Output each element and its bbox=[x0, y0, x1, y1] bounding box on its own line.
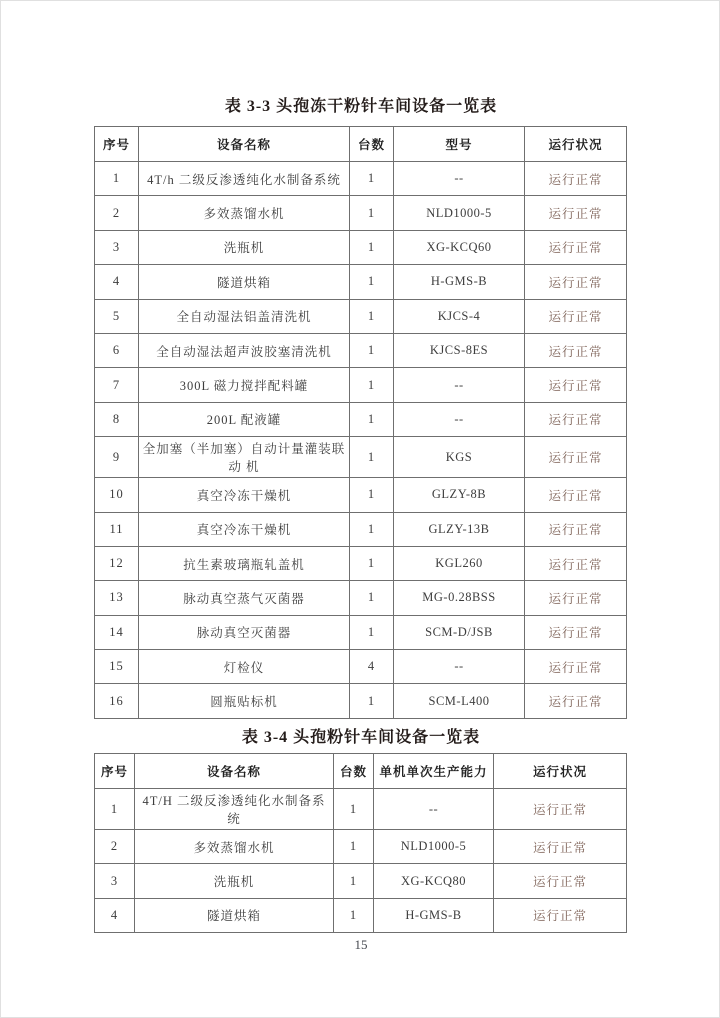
table-cell: 多效蒸馏水机 bbox=[139, 196, 350, 230]
table-cell: 1 bbox=[95, 162, 139, 196]
table-cell: NLD1000-5 bbox=[374, 830, 494, 864]
table-row bbox=[95, 230, 627, 264]
table-row bbox=[95, 898, 627, 932]
table-cell: 1 bbox=[334, 789, 374, 830]
table-cell: 16 bbox=[95, 684, 139, 718]
table-cell: -- bbox=[394, 368, 525, 402]
table-cell: 10 bbox=[95, 478, 139, 512]
table-cell: 脉动真空蒸气灭菌器 bbox=[139, 581, 350, 615]
table-cell: 1 bbox=[350, 684, 394, 718]
table-row bbox=[95, 830, 627, 864]
table-cell: 1 bbox=[350, 478, 394, 512]
page-number: 15 bbox=[354, 937, 368, 952]
table-cell: 4 bbox=[350, 650, 394, 684]
table-cell: KGL260 bbox=[394, 546, 525, 580]
column-header: 单机单次生产能力 bbox=[374, 754, 494, 789]
table-cell: 洗瓶机 bbox=[135, 864, 334, 898]
table-cell: GLZY-13B bbox=[394, 512, 525, 546]
column-header: 序号 bbox=[95, 754, 135, 789]
column-header: 运行状况 bbox=[525, 127, 627, 162]
column-header: 设备名称 bbox=[139, 127, 350, 162]
table-cell: 1 bbox=[350, 581, 394, 615]
table-3-3-title: 表 3-3 头孢冻干粉针车间设备一览表 bbox=[224, 98, 498, 115]
table-cell: 200L 配液罐 bbox=[139, 402, 350, 436]
table-cell: 6 bbox=[95, 333, 139, 367]
table-row bbox=[95, 512, 627, 546]
table-row bbox=[95, 333, 627, 367]
header-row bbox=[95, 127, 627, 162]
table-cell: 1 bbox=[350, 512, 394, 546]
table-cell: 1 bbox=[350, 162, 394, 196]
table-row bbox=[95, 402, 627, 436]
column-header: 台数 bbox=[334, 754, 374, 789]
table-cell: 4T/H 二级反渗透纯化水制备系统 bbox=[135, 789, 334, 830]
table-cell: 圆瓶贴标机 bbox=[139, 684, 350, 718]
table-cell: 1 bbox=[350, 615, 394, 649]
table-cell: 14 bbox=[95, 615, 139, 649]
table-cell: 运行正常 bbox=[525, 333, 627, 367]
table-cell: KGS bbox=[394, 437, 525, 478]
table-cell: 运行正常 bbox=[525, 196, 627, 230]
table-cell: 真空冷冻干燥机 bbox=[139, 478, 350, 512]
table-cell: H-GMS-B bbox=[374, 898, 494, 932]
table-cell: 4 bbox=[95, 898, 135, 932]
table-cell: XG-KCQ60 bbox=[394, 230, 525, 264]
table-cell: 1 bbox=[95, 789, 135, 830]
table-cell: 全加塞（半加塞）自动计量灌装联动 机 bbox=[139, 437, 350, 478]
table-cell: 15 bbox=[95, 650, 139, 684]
table-3-4-title: 表 3-4 头孢粉针车间设备一览表 bbox=[241, 729, 481, 746]
table-cell: 运行正常 bbox=[525, 615, 627, 649]
column-header: 台数 bbox=[350, 127, 394, 162]
table-cell: 3 bbox=[95, 230, 139, 264]
table-cell: 7 bbox=[95, 368, 139, 402]
table-cell: KJCS-4 bbox=[394, 299, 525, 333]
table-row bbox=[95, 615, 627, 649]
table-cell: 300L 磁力搅拌配料罐 bbox=[139, 368, 350, 402]
table-cell: 多效蒸馏水机 bbox=[135, 830, 334, 864]
table-cell: 抗生素玻璃瓶轧盖机 bbox=[139, 546, 350, 580]
table-cell: 运行正常 bbox=[525, 437, 627, 478]
table-cell: 真空冷冻干燥机 bbox=[139, 512, 350, 546]
table-cell: NLD1000-5 bbox=[394, 196, 525, 230]
table-cell: 运行正常 bbox=[494, 898, 627, 932]
table-cell: 运行正常 bbox=[525, 684, 627, 718]
table-cell: 运行正常 bbox=[525, 162, 627, 196]
table-cell: 1 bbox=[334, 864, 374, 898]
table-row bbox=[95, 684, 627, 718]
header-row bbox=[95, 754, 627, 789]
table-cell: 运行正常 bbox=[525, 581, 627, 615]
table-cell: 运行正常 bbox=[525, 546, 627, 580]
table-cell: 1 bbox=[350, 299, 394, 333]
table-cell: 运行正常 bbox=[525, 230, 627, 264]
table-cell: 隧道烘箱 bbox=[139, 265, 350, 299]
table-row bbox=[95, 581, 627, 615]
table-cell: 运行正常 bbox=[494, 864, 627, 898]
table-cell: 2 bbox=[95, 830, 135, 864]
table-cell: 4 bbox=[95, 265, 139, 299]
table-cell: 1 bbox=[350, 437, 394, 478]
table-row bbox=[95, 478, 627, 512]
table-cell: 5 bbox=[95, 299, 139, 333]
table-row bbox=[95, 299, 627, 333]
table-cell: 运行正常 bbox=[525, 478, 627, 512]
table-cell: 1 bbox=[334, 898, 374, 932]
table-cell: 运行正常 bbox=[525, 650, 627, 684]
table-cell: XG-KCQ80 bbox=[374, 864, 494, 898]
table-cell: -- bbox=[394, 402, 525, 436]
table-cell: 2 bbox=[95, 196, 139, 230]
table-cell: 隧道烘箱 bbox=[135, 898, 334, 932]
table-cell: 运行正常 bbox=[525, 512, 627, 546]
table-cell: KJCS-8ES bbox=[394, 333, 525, 367]
equipment-table-3-4 bbox=[94, 753, 627, 933]
table-cell: 1 bbox=[334, 830, 374, 864]
table-cell: 全自动湿法铝盖清洗机 bbox=[139, 299, 350, 333]
table-cell: 9 bbox=[95, 437, 139, 478]
table-cell: 1 bbox=[350, 368, 394, 402]
table-row bbox=[95, 650, 627, 684]
table-cell: 全自动湿法超声波胶塞清洗机 bbox=[139, 333, 350, 367]
table-cell: 1 bbox=[350, 402, 394, 436]
table-cell: 运行正常 bbox=[494, 830, 627, 864]
column-header: 运行状况 bbox=[494, 754, 627, 789]
table-row bbox=[95, 265, 627, 299]
table-row bbox=[95, 864, 627, 898]
table-cell: SCM-L400 bbox=[394, 684, 525, 718]
table-cell: 运行正常 bbox=[525, 368, 627, 402]
table-cell: SCM-D/JSB bbox=[394, 615, 525, 649]
table-cell: 1 bbox=[350, 265, 394, 299]
table-cell: MG-0.28BSS bbox=[394, 581, 525, 615]
table-cell: 12 bbox=[95, 546, 139, 580]
column-header: 设备名称 bbox=[135, 754, 334, 789]
table-cell: 1 bbox=[350, 333, 394, 367]
equipment-table-3-3 bbox=[94, 126, 627, 719]
table-row bbox=[95, 546, 627, 580]
column-header: 序号 bbox=[95, 127, 139, 162]
table-cell: -- bbox=[374, 789, 494, 830]
table-cell: 灯检仪 bbox=[139, 650, 350, 684]
table-cell: 运行正常 bbox=[525, 299, 627, 333]
table-row bbox=[95, 437, 627, 478]
table-cell: -- bbox=[394, 650, 525, 684]
table-cell: 8 bbox=[95, 402, 139, 436]
table-row bbox=[95, 162, 627, 196]
table-row bbox=[95, 368, 627, 402]
table-cell: GLZY-8B bbox=[394, 478, 525, 512]
table-cell: 运行正常 bbox=[525, 402, 627, 436]
table-cell: 13 bbox=[95, 581, 139, 615]
table-row bbox=[95, 196, 627, 230]
table-cell: 1 bbox=[350, 196, 394, 230]
table-cell: -- bbox=[394, 162, 525, 196]
column-header: 型号 bbox=[394, 127, 525, 162]
table-cell: H-GMS-B bbox=[394, 265, 525, 299]
table-cell: 1 bbox=[350, 230, 394, 264]
table-cell: 洗瓶机 bbox=[139, 230, 350, 264]
table-cell: 运行正常 bbox=[525, 265, 627, 299]
table-cell: 11 bbox=[95, 512, 139, 546]
table-row bbox=[95, 789, 627, 830]
table-cell: 3 bbox=[95, 864, 135, 898]
table-cell: 1 bbox=[350, 546, 394, 580]
table-cell: 运行正常 bbox=[494, 789, 627, 830]
table-cell: 4T/h 二级反渗透纯化水制备系统 bbox=[139, 162, 350, 196]
table-cell: 脉动真空灭菌器 bbox=[139, 615, 350, 649]
